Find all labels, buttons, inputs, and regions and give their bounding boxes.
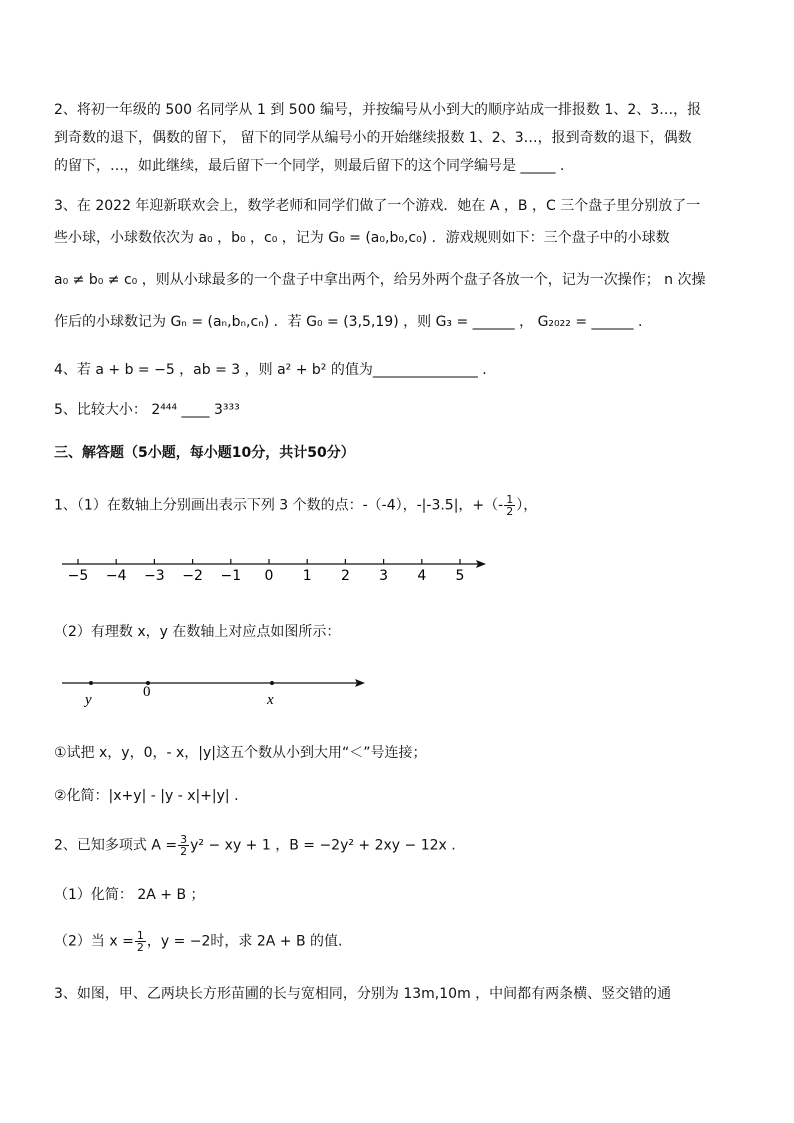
label-y: y (85, 692, 92, 708)
number-line-1-ticks (68, 559, 465, 584)
p2-part2-fraction (135, 930, 146, 953)
q4-text: 4、若 a + b = −5 ，ab = 3 ，则 a² + b² 的值为_______________ . (54, 362, 487, 378)
number-line-1-label: 0 (264, 568, 274, 584)
q3-line4: 作后的小球数记为 Gₙ = (aₙ,bₙ,cₙ) ．若 G₀ = (3,5,19) ，则 G₃ = ______ ， G₂₀₂₂ = ______ . (54, 314, 643, 330)
number-line-1-label: −3 (144, 568, 165, 584)
p1-part1: 1、（1）在数轴上分别画出表示下列 3 个数的点：-（-4），-|-3.5|，+（- (54, 497, 504, 514)
p2-line1-frac-den: 2 (180, 845, 188, 858)
q2-line1: 2、将初一年级的 500 名同学从 1 到 500 编号，并按编号从小到大的顺序站成一排报数 1、2、3…，报 (54, 102, 702, 118)
label-x: x (267, 692, 274, 708)
label-zero: 0 (143, 684, 151, 700)
p1-frac-num: 1 (506, 493, 514, 506)
q2-line3: 的留下，…，如此继续，最后留下一个同学，则最后留下的这个同学编号是 _____ . (54, 158, 565, 174)
number-line-1-label: −5 (67, 568, 89, 584)
p2-line1-fraction (178, 834, 189, 857)
p1-sub1: ①试把 x，y，0，- x，|y|这五个数从小到大用“＜”号连接； (54, 745, 427, 761)
p1-frac-den: 2 (506, 505, 514, 518)
p2-part2 (54, 930, 744, 953)
q2-line2: 到奇数的退下，偶数的留下， 留下的同学从编号小的开始继续报数 1、2、3…，报到奇数的退下，偶数 (54, 130, 692, 146)
p2-part2-frac-den: 2 (136, 941, 144, 954)
p1-part2: （2）有理数 x，y 在数轴上对应点如图所示： (54, 624, 341, 640)
number-line-1-label: 5 (455, 568, 465, 584)
q5-text: 5、比较大小： 2⁴⁴⁴ ____ 3³³³ (54, 402, 240, 418)
q3-line2: 些小球，小球数依次为 a₀ ，b₀ ，c₀ ，记为 G₀ = (a₀,b₀,c₀) ．游戏规则如下：三个盘子中的小球数 (54, 230, 670, 246)
p2-line1-frac-num: 3 (180, 833, 188, 846)
p2-line1 (54, 834, 744, 857)
number-line-1-label: −2 (182, 568, 203, 584)
p2-line1-post: y² − xy + 1 ，B = −2y² + 2xy − 12x . (190, 837, 456, 854)
number-line-1-label: 3 (379, 568, 389, 584)
p2-part2-pre: （2）当 x = (54, 933, 134, 950)
q3-line3: a₀ ≠ b₀ ≠ c₀ ，则从小球最多的一个盘子中拿出两个，给另外两个盘子各放一个，记为一次操作； n 次操 (54, 272, 706, 288)
number-line-1-label: −4 (105, 568, 127, 584)
number-line-1-label: 2 (340, 568, 350, 584)
p2-part2-post: ，y = −2时，求 2A + B 的值. (146, 933, 343, 950)
p2-line1-pre: 2、已知多项式 A = (54, 837, 178, 854)
p1-sub2: ②化简：|x+y| - |y - x|+|y| . (54, 788, 239, 804)
p2-part1: （1）化简： 2A + B ； (54, 887, 205, 903)
p2-part2-frac-num: 1 (136, 929, 144, 942)
q3-line1: 3、在 2022 年迎新联欢会上，数学老师和同学们做了一个游戏．她在 A ，B ，C 三个盘子里分别放了一 (54, 198, 701, 214)
number-line-1-label: 1 (302, 568, 312, 584)
section3-title: 三、解答题（5小题，每小题10分，共计50分） (54, 445, 355, 461)
point-y (89, 681, 93, 685)
p3-line1: 3、如图，甲、乙两块长方形苗圃的长与宽相同，分别为 13m,10m ，中间都有两条横、竖交错的通 (54, 986, 672, 1002)
number-line-1-label: −1 (220, 568, 242, 584)
point-x (270, 681, 274, 685)
p1-part1-end: ）， (516, 497, 538, 514)
number-line-1-label: 4 (417, 568, 427, 584)
